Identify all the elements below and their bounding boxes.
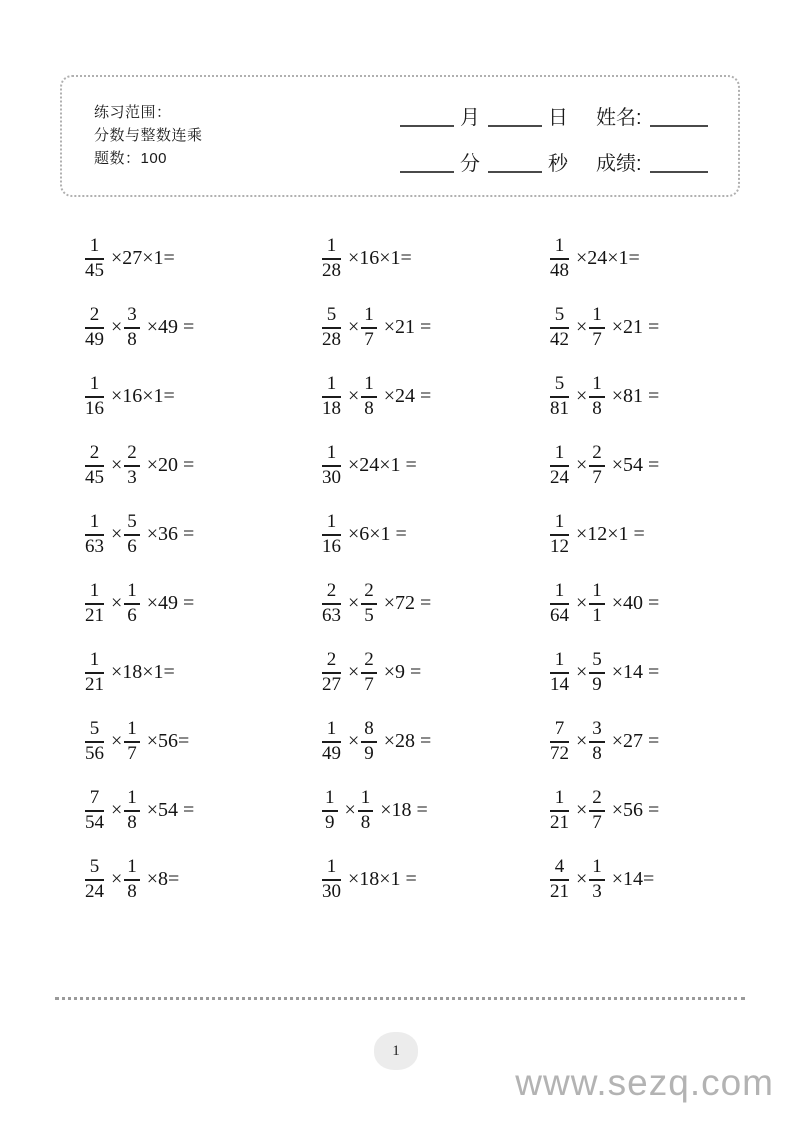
second-label: 秒 [548,153,568,175]
fraction: $\frac{4}{21}$ [550,856,569,902]
operator-text: × [576,385,588,407]
fraction: $\frac{1}{12}$ [550,511,569,557]
fraction: $\frac{1}{21}$ [85,580,104,626]
page-number-badge [374,1032,418,1070]
fraction: $\frac{1}{8}$ [124,857,140,902]
operator-text: ×8= [146,868,180,890]
operator-text: ×49 = [146,316,195,338]
problem [322,707,550,776]
fraction: $\frac{5}{9}$ [589,650,605,695]
problem [322,845,550,914]
problem [550,845,745,914]
problem [550,224,745,293]
fraction: $\frac{1}{48}$ [550,235,569,281]
header-fields [400,77,722,195]
problem [85,362,322,431]
month-label: 月 [460,107,480,129]
problem [550,362,745,431]
problem [85,293,322,362]
fraction: $\frac{2}{49}$ [85,304,104,350]
header-box [60,75,740,197]
problem [550,638,745,707]
problem [85,707,322,776]
second-blank-field [488,151,542,173]
fraction: $\frac{1}{21}$ [550,787,569,833]
fraction: $\frac{2}{5}$ [361,581,377,626]
problem [322,500,550,569]
operator-text: × [348,730,360,752]
operator-text: × [111,523,123,545]
operator-text: × [111,316,123,338]
name-label: 姓名: [596,107,642,129]
fraction: $\frac{7}{54}$ [85,787,104,833]
operator-text: ×24 = [383,385,432,407]
operator-text: ×72 = [383,592,432,614]
operator-text: × [348,592,360,614]
fraction: $\frac{1}{7}$ [361,305,377,350]
problem [85,500,322,569]
minute-blank-field [400,151,454,173]
problem [85,845,322,914]
fraction: $\frac{1}{18}$ [322,373,341,419]
fraction: $\frac{1}{28}$ [322,235,341,281]
problem [550,707,745,776]
problem [322,569,550,638]
operator-text: ×36 = [146,523,195,545]
problem [550,569,745,638]
operator-text: ×18×1 = [348,868,417,890]
problem [550,431,745,500]
operator-text: ×56 = [611,799,660,821]
operator-text: ×21 = [611,316,660,338]
practice-scope-label: 练习范围： [94,104,172,121]
operator-text: ×12×1 = [576,523,645,545]
fraction: $\frac{1}{3}$ [589,857,605,902]
problem [85,224,322,293]
name-blank-field [650,105,708,127]
fraction: $\frac{5}{42}$ [550,304,569,350]
problem [85,431,322,500]
operator-text: × [111,592,123,614]
date-name-row [400,101,708,130]
operator-text: ×16×1= [348,247,412,269]
fraction: $\frac{5}{24}$ [85,856,104,902]
fraction: $\frac{1}{7}$ [124,719,140,764]
operator-text: × [576,316,588,338]
operator-text: ×9 = [383,661,422,683]
operator-text: × [111,799,123,821]
practice-scope-value: 分数与整数连乘 [94,127,203,144]
operator-text: × [576,730,588,752]
fraction: $\frac{1}{16}$ [322,511,341,557]
fraction: $\frac{2}{63}$ [322,580,341,626]
operator-text: ×56= [146,730,190,752]
operator-text: ×54 = [146,799,195,821]
fraction: $\frac{1}{8}$ [124,788,140,833]
operator-text: × [348,316,360,338]
problem [550,500,745,569]
operator-text: ×40 = [611,592,660,614]
fraction: $\frac{2}{3}$ [124,443,140,488]
fraction: $\frac{7}{72}$ [550,718,569,764]
operator-text: × [576,661,588,683]
fraction: $\frac{1}{7}$ [589,305,605,350]
fraction: $\frac{1}{16}$ [85,373,104,419]
operator-text: ×49 = [146,592,195,614]
fraction: $\frac{1}{30}$ [322,442,341,488]
operator-text: ×28 = [383,730,432,752]
minute-label: 分 [460,153,480,175]
fraction: $\frac{2}{7}$ [361,650,377,695]
operator-text: ×16×1= [111,385,175,407]
problem [322,638,550,707]
operator-text: ×81 = [611,385,660,407]
operator-text: × [111,868,123,890]
problem [85,776,322,845]
fraction: $\frac{1}{9}$ [322,788,338,833]
operator-text: ×20 = [146,454,195,476]
fraction: $\frac{2}{45}$ [85,442,104,488]
operator-text: × [576,454,588,476]
fraction: $\frac{1}{49}$ [322,718,341,764]
problem [550,293,745,362]
operator-text: × [348,385,360,407]
problem [550,776,745,845]
operator-text: ×18×1= [111,661,175,683]
operator-text: × [576,868,588,890]
day-label: 日 [548,107,568,129]
problem [322,431,550,500]
problem [85,638,322,707]
operator-text: × [348,661,360,683]
operator-text: ×14= [611,868,655,890]
fraction: $\frac{1}{6}$ [124,581,140,626]
operator-text: ×24×1= [576,247,640,269]
fraction: $\frac{5}{81}$ [550,373,569,419]
operator-text: ×27 = [611,730,660,752]
page-number: 1 [392,1042,400,1059]
question-count: 题数：100 [94,150,168,167]
fraction: $\frac{5}{56}$ [85,718,104,764]
fraction: $\frac{2}{7}$ [589,788,605,833]
fraction: $\frac{1}{14}$ [550,649,569,695]
problem [85,569,322,638]
problems-grid [85,224,745,914]
problem [322,293,550,362]
fraction: $\frac{3}{8}$ [124,305,140,350]
footer-separator [55,997,745,1000]
fraction: $\frac{2}{7}$ [589,443,605,488]
fraction: $\frac{1}{8}$ [358,788,374,833]
operator-text: ×54 = [611,454,660,476]
time-score-row [400,147,708,176]
operator-text: × [111,454,123,476]
problem [322,776,550,845]
operator-text: ×21 = [383,316,432,338]
fraction: $\frac{1}{30}$ [322,856,341,902]
fraction: $\frac{1}{45}$ [85,235,104,281]
problem [322,224,550,293]
fraction: $\frac{1}{24}$ [550,442,569,488]
operator-text: ×27×1= [111,247,175,269]
operator-text: ×14 = [611,661,660,683]
fraction: $\frac{1}{8}$ [589,374,605,419]
fraction: $\frac{5}{28}$ [322,304,341,350]
fraction: $\frac{1}{8}$ [361,374,377,419]
operator-text: × [576,799,588,821]
fraction: $\frac{5}{6}$ [124,512,140,557]
header-info [94,101,203,170]
fraction: $\frac{1}{1}$ [589,581,605,626]
fraction: $\frac{1}{64}$ [550,580,569,626]
operator-text: ×6×1 = [348,523,407,545]
watermark: www.sezq.com [515,1062,774,1103]
fraction: $\frac{2}{27}$ [322,649,341,695]
problem [322,362,550,431]
operator-text: ×18 = [380,799,428,821]
fraction: $\frac{1}{21}$ [85,649,104,695]
fraction: $\frac{1}{63}$ [85,511,104,557]
month-blank-field [400,105,454,127]
operator-text: × [111,730,123,752]
fraction: $\frac{3}{8}$ [589,719,605,764]
operator-text: × [576,592,588,614]
operator-text: × [344,799,356,821]
score-label: 成绩: [596,153,642,175]
score-blank-field [650,151,708,173]
operator-text: ×24×1 = [348,454,417,476]
day-blank-field [488,105,542,127]
fraction: $\frac{8}{9}$ [361,719,377,764]
